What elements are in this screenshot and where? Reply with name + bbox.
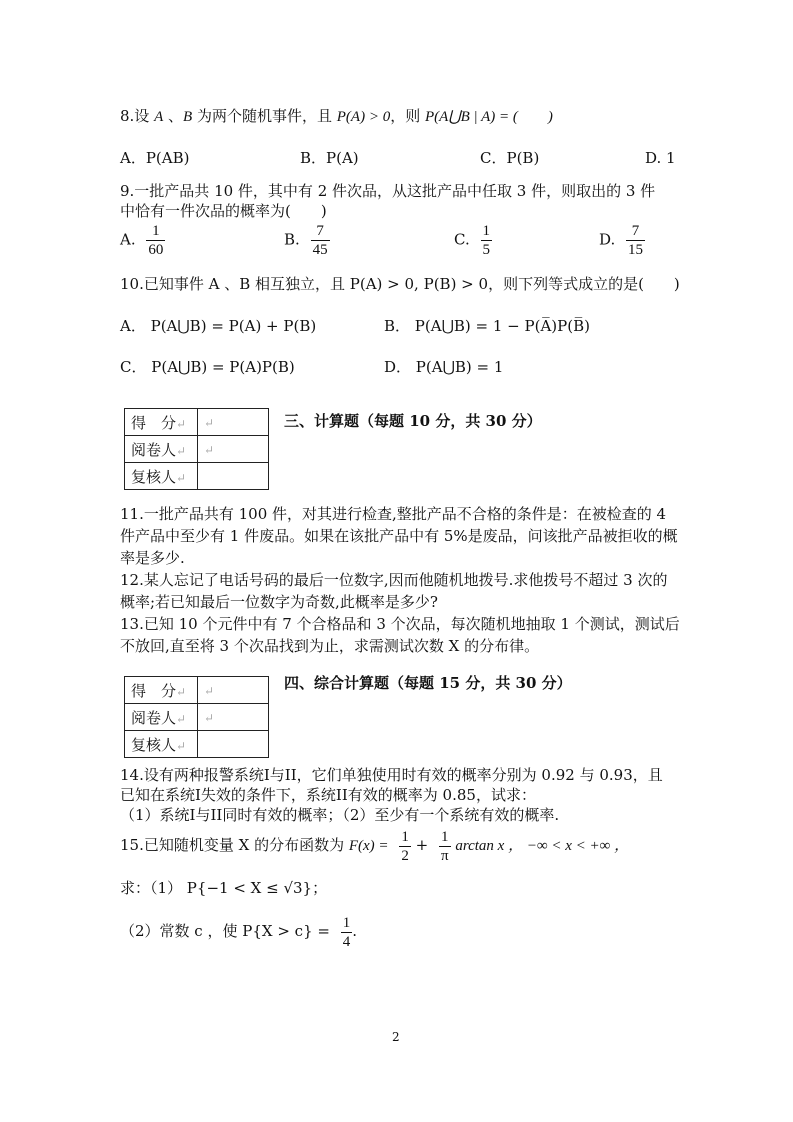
section-3-heading: 三、计算题（每题 10 分，共 30 分）	[284, 412, 542, 430]
reviewer-label: 复核人↵	[125, 731, 198, 758]
reviewer-value[interactable]	[198, 731, 269, 758]
reviewer-label: 复核人↵	[125, 463, 198, 490]
q9-option-d: D. $\frac{7}{15}$	[599, 223, 644, 258]
grader-value[interactable]: ↵	[198, 704, 269, 731]
question-8: 8.设 A 、B 为两个随机事件，且 P(A) > 0，则 P(A⋃B | A) = ( )	[120, 107, 553, 125]
q8-option-c: C．P(B)	[480, 149, 540, 167]
q9-fraction-b: $\frac{7}{45}$	[312, 223, 328, 258]
score-value[interactable]: ↵	[198, 677, 269, 704]
score-box-section-3	[124, 408, 269, 490]
score-box-section-4	[124, 676, 269, 758]
question-14-line3: （1）系统I与II同时有效的概率；（2）至少有一个系统有效的概率.	[120, 806, 560, 824]
page-number: 2	[392, 1030, 400, 1044]
question-15-part-2: （2）常数 c ，使 P{X > c} = $\frac{1}{4}$ .	[120, 914, 358, 950]
q9-option-b: B. $\frac{7}{45}$	[284, 223, 328, 258]
question-15: 15.已知随机变量 X 的分布函数为 F(x) = $\frac{1}{2}$ + $\frac{1}{\pi}$ arctan x ， −∞ < x < +∞ ，	[120, 828, 630, 864]
grader-value[interactable]: ↵	[198, 436, 269, 463]
fraction-one-quarter: $\frac{1}{4}$	[342, 914, 351, 950]
q10-option-d: D． P(A⋃B) = 1	[384, 358, 504, 376]
question-15-part-1: 求：（1） P{−1 < X ≤ √3}；	[120, 879, 328, 897]
q10-option-b: B． P(A⋃B) = 1 − P(A̅)P(B̅)	[384, 317, 590, 335]
q9-fraction-d: $\frac{7}{15}$	[628, 223, 644, 258]
question-9-line2: 中恰有一件次品的概率为( )	[120, 202, 327, 220]
question-11: 11.一批产品共有 100 件，对其进行检查,整批产品不合格的条件是：在被检查的 4 件产品中至少有 1 件废品。如果在该批产品中有 5%是废品，问该批产品被拒收的概率是多少.	[120, 505, 678, 567]
q9-fraction-a: $\frac{1}{60}$	[148, 223, 164, 258]
question-13: 13.已知 10 个元件中有 7 个合格品和 3 个次品，每次随机地抽取 1 个测试，测试后不放回,直至将 3 个次品找到为止，求需测试次数 X 的分布律。	[120, 615, 680, 655]
score-label: 得 分↵	[125, 409, 198, 436]
q10-option-a: A． P(A⋃B) = P(A) + P(B)	[120, 317, 317, 335]
q10-option-c: C． P(A⋃B) = P(A)P(B)	[120, 358, 295, 376]
question-10: 10.已知事件 A 、B 相互独立，且 P(A) > 0, P(B) > 0，则下列等式成立的是( )	[120, 275, 680, 293]
fraction-one-over-pi: $\frac{1}{\pi}$	[440, 828, 449, 864]
reviewer-row	[125, 731, 269, 758]
q9-option-a: A. $\frac{1}{60}$	[120, 223, 164, 258]
score-row	[125, 677, 269, 704]
grader-label: 阅卷人↵	[125, 704, 198, 731]
q8-option-d: D. 1	[645, 149, 676, 167]
question-14-line2: 已知在系统I失效的条件下，系统II有效的概率为 0.85，试求：	[120, 786, 536, 804]
question-12: 12.某人忘记了电话号码的最后一位数字,因而他随机地拨号.求他拨号不超过 3 次的概率;若已知最后一位数字为奇数,此概率是多少?	[120, 571, 668, 611]
score-value[interactable]: ↵	[198, 409, 269, 436]
grader-row	[125, 704, 269, 731]
question-14-line1: 14.设有两种报警系统I与II，它们单独使用时有效的概率分别为 0.92 与 0.93，且	[120, 766, 663, 784]
q8-option-a: A．P(AB)	[120, 149, 190, 167]
q9-option-c: C. $\frac{1}{5}$	[454, 223, 490, 258]
reviewer-row	[125, 463, 269, 490]
question-9-line1: 9.一批产品共 10 件，其中有 2 件次品，从这批产品中任取 3 件，则取出的 3 件	[120, 182, 656, 200]
grader-label: 阅卷人↵	[125, 436, 198, 463]
section-4-heading: 四、综合计算题（每题 15 分，共 30 分）	[284, 674, 572, 692]
score-label: 得 分↵	[125, 677, 198, 704]
grader-row	[125, 436, 269, 463]
fraction-one-half: $\frac{1}{2}$	[401, 828, 409, 864]
q9-fraction-c: $\frac{1}{5}$	[482, 223, 490, 258]
q8-option-b: B．P(A)	[300, 149, 359, 167]
score-row	[125, 409, 269, 436]
reviewer-value[interactable]	[198, 463, 269, 490]
